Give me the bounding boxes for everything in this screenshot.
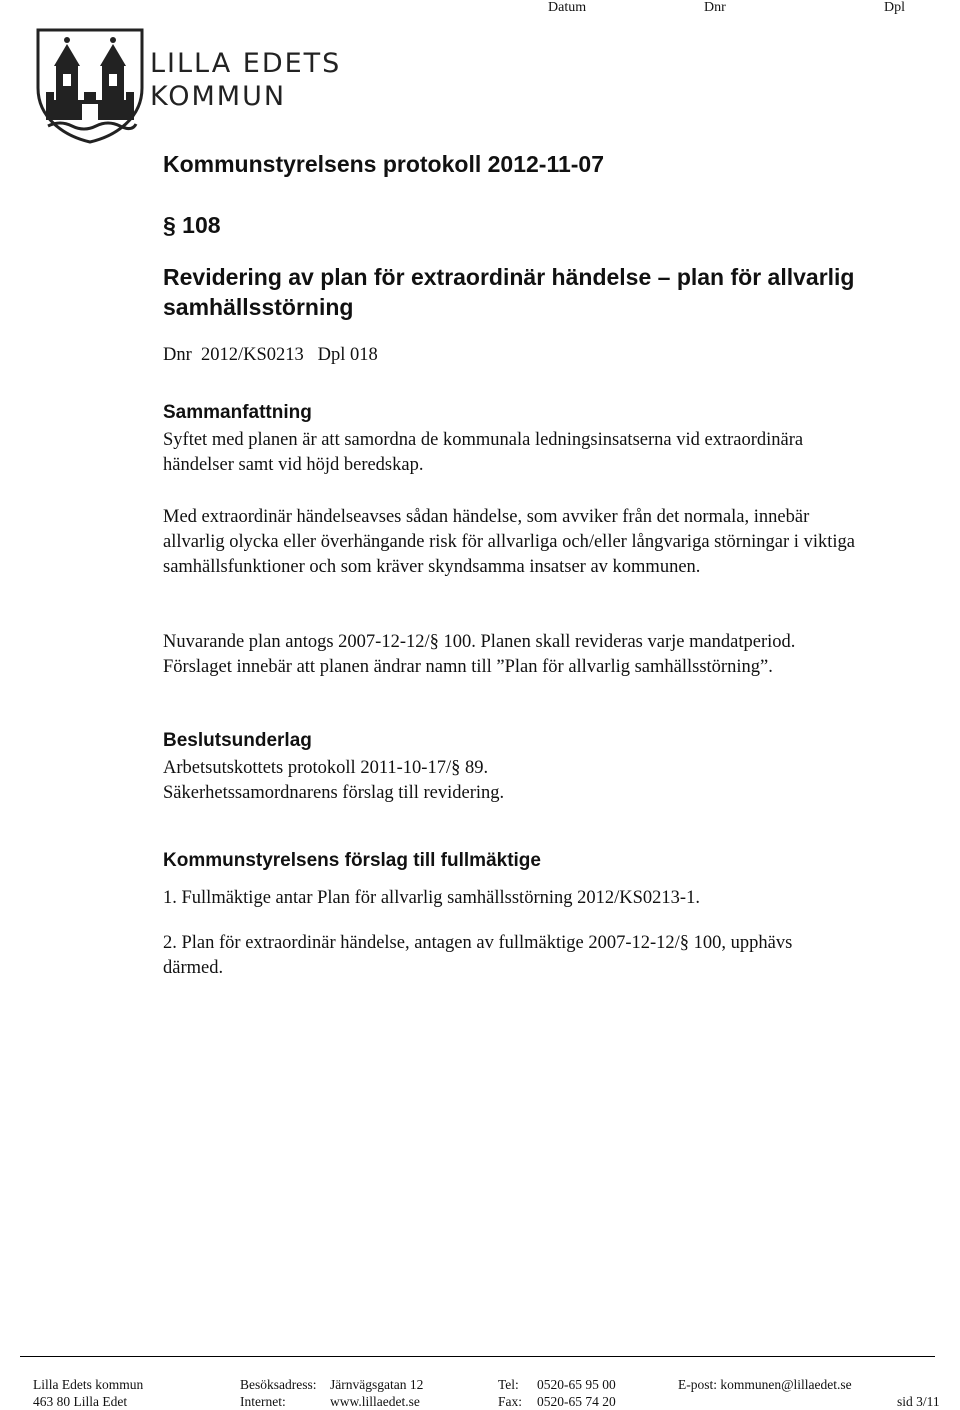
basis-heading: Beslutsunderlag — [163, 730, 312, 751]
basis-line-1: Arbetsutskottets protokoll 2011-10-17/§ 89. — [163, 758, 489, 778]
footer-org-name: Lilla Edets kommun — [33, 1377, 144, 1392]
footer-email[interactable]: E-post: kommunen@lillaedet.se — [678, 1377, 852, 1392]
footer-tel-label: Tel: — [498, 1377, 519, 1392]
proposal-item-2: 2. Plan för extraordinär händelse, antagen av fullmäktige 2007-12-12/§ 100, upphävs därmed. — [163, 933, 793, 978]
summary-paragraph-1: Syftet med planen är att samordna de kommunala ledningsinsatserna vid extraordinära händelser samt vid höjd beredskap. — [163, 430, 804, 475]
footer-org-postal: 463 80 Lilla Edet — [33, 1394, 128, 1409]
footer-web-link[interactable]: www.lillaedet.se — [330, 1394, 420, 1409]
logo-line-2: KOMMUN — [150, 81, 287, 112]
paragraph-number: § 108 — [163, 212, 221, 238]
logo-line-1: LILLA EDETS — [150, 48, 342, 79]
logo-wordmark — [150, 47, 341, 113]
footer-fax-label: Fax: — [498, 1394, 523, 1409]
footer-visit-label: Besöksadress: — [240, 1377, 317, 1392]
basis-line-2: Säkerhetssamordnarens förslag till revidering. — [163, 783, 505, 803]
header-dnr-label: Dnr — [704, 0, 726, 15]
dnr-line: Dnr 2012/KS0213 Dpl 018 — [163, 345, 378, 365]
header-dpl-label: Dpl — [884, 0, 905, 15]
summary-paragraph-3: Nuvarande plan antogs 2007-12-12/§ 100. Planen skall revideras varje mandatperiod. Förslaget innebär att planen ändrar namn till ”Plan för allvarlig samhällsstörning”. — [163, 632, 796, 677]
proposal-heading: Kommunstyrelsens förslag till fullmäktige — [163, 850, 541, 871]
footer-visit-value: Järnvägsgatan 12 — [330, 1377, 424, 1392]
summary-paragraph-2: Med extraordinär händelseavses sådan händelse, som avviker från det normala, innebär allvarlig olycka eller överhängande risk för allvarliga och/eller långvariga störningar i viktiga samhällsfunktioner och som kräver skyndsamma insatser av kommunen. — [163, 507, 855, 577]
footer-page-number: sid 3/11 — [897, 1394, 940, 1409]
footer-web-label: Internet: — [240, 1394, 286, 1409]
proposal-item-1: 1. Fullmäktige antar Plan för allvarlig samhällsstörning 2012/KS0213-1. — [163, 888, 700, 908]
footer-fax-value: 0520-65 74 20 — [537, 1394, 616, 1409]
footer-divider — [20, 1356, 935, 1357]
footer-tel-value: 0520-65 95 00 — [537, 1377, 616, 1392]
coat-of-arms-icon — [36, 28, 148, 144]
header-datum-label: Datum — [548, 0, 587, 15]
document-title: Kommunstyrelsens protokoll 2012-11-07 — [163, 151, 604, 177]
item-heading: Revidering av plan för extraordinär händelse – plan för allvarlig samhällsstörning — [163, 264, 855, 320]
summary-heading: Sammanfattning — [163, 402, 312, 423]
